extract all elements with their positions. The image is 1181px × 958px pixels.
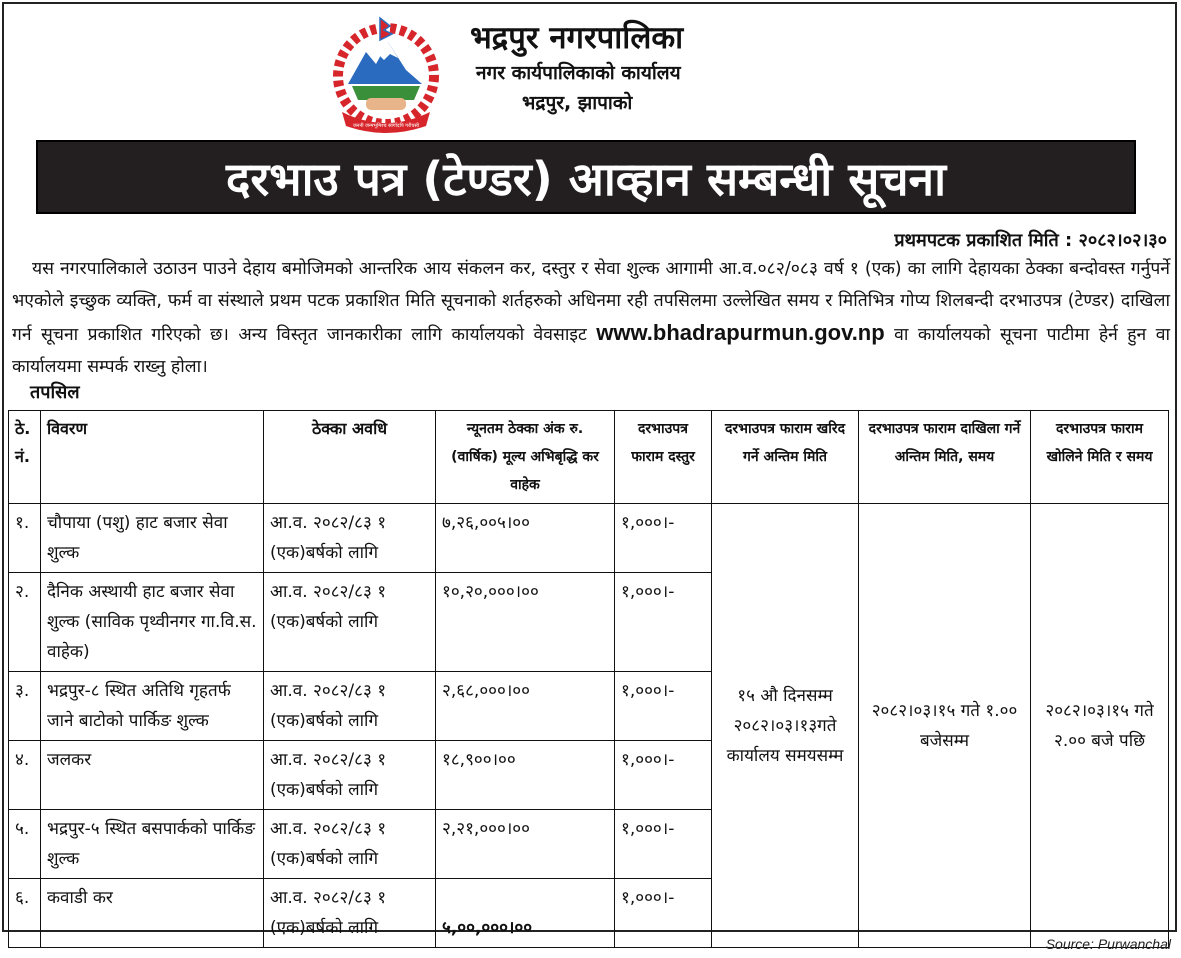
municipality-name: भद्रपुर नगरपालिका bbox=[470, 20, 684, 56]
office-header bbox=[470, 18, 790, 118]
row-desc: भद्रपुर-५ स्थित बसपार्कको पार्किङ शुल्क bbox=[41, 810, 264, 879]
header-period: ठेक्का अवधि bbox=[264, 411, 436, 504]
header-open-date: दरभाउपत्र फाराम खोलिने मिति र समय bbox=[1031, 411, 1169, 504]
row-desc: कवाडी कर bbox=[41, 879, 264, 948]
row-sn: ६. bbox=[9, 879, 41, 948]
row-sn: ५. bbox=[9, 810, 41, 879]
row-fee: १,०००।- bbox=[615, 672, 712, 741]
row-desc: दैनिक अस्थायी हाट बजार सेवा शुल्क (साविक पृथ्वीनगर गा.वि.स. वाहेक) bbox=[41, 573, 264, 672]
open-date-cell: २०८२।०३।१५ गते २.०० बजे पछि bbox=[1031, 504, 1169, 948]
office-name: नगर कार्यपालिकाको कार्यालय bbox=[476, 62, 681, 84]
table-header-row bbox=[9, 411, 1169, 504]
header-purchase-deadline: दरभाउपत्र फाराम खरिद गर्ने अन्तिम मिति bbox=[712, 411, 859, 504]
row-amount: २,६८,०००।०० bbox=[436, 672, 615, 741]
header-sn: ठे. नं. bbox=[9, 411, 41, 504]
purchase-deadline-cell: १५ औ दिनसम्म २०८२।०३।१३गते कार्यालय समयसम्म bbox=[712, 504, 859, 948]
row-period: आ.व. २०८२/८३ १ (एक)बर्षको लागि bbox=[264, 810, 436, 879]
row-desc: भद्रपुर-८ स्थित अतिथि गृहतर्फ जाने बाटोको पार्किङ शुल्क bbox=[41, 672, 264, 741]
row-amount: १०,२०,०००।०० bbox=[436, 573, 615, 672]
row-amount: १८,९००।०० bbox=[436, 741, 615, 810]
website-link[interactable]: www.bhadrapurmun.gov.np bbox=[596, 320, 885, 345]
header-min-amount: न्यूनतम ठेक्का अंक रु. (वार्षिक) मूल्य अभिबृद्धि कर वाहेक bbox=[436, 411, 615, 504]
svg-text:जननी जन्मभूमिश्च स्वर्गादपि गर: जननी जन्मभूमिश्च स्वर्गादपि गरीयसी bbox=[352, 123, 420, 129]
published-date-value: २०८२।०२।३० bbox=[1078, 230, 1167, 251]
row-amount: ५,००,०००।०० bbox=[436, 879, 615, 948]
row-period: आ.व. २०८२/८३ १ (एक)बर्षको लागि bbox=[264, 573, 436, 672]
published-date-label: प्रथमपटक प्रकाशित मिति : bbox=[894, 230, 1073, 251]
row-desc: जलकर bbox=[41, 741, 264, 810]
row-desc: चौपाया (पशु) हाट बजार सेवा शुल्क bbox=[41, 504, 264, 573]
row-amount: ७,२६,००५।०० bbox=[436, 504, 615, 573]
header-desc: विवरण bbox=[41, 411, 264, 504]
row-fee: १,०००।- bbox=[615, 879, 712, 948]
tapsil-heading: तपसिल bbox=[30, 382, 80, 403]
row-sn: ३. bbox=[9, 672, 41, 741]
row-sn: १. bbox=[9, 504, 41, 573]
row-fee: १,०००।- bbox=[615, 504, 712, 573]
row-amount: २,२१,०००।०० bbox=[436, 810, 615, 879]
office-location: भद्रपुर, झापाको bbox=[522, 92, 633, 114]
table-row bbox=[9, 504, 1169, 573]
published-date bbox=[894, 228, 1167, 252]
row-period: आ.व. २०८२/८३ १ (एक)बर्षको लागि bbox=[264, 741, 436, 810]
nepal-emblem-icon bbox=[318, 14, 454, 136]
submit-deadline-cell: २०८२।०३।१५ गते १.०० बजेसम्म bbox=[859, 504, 1031, 948]
header-submit-deadline: दरभाउपत्र फाराम दाखिला गर्ने अन्तिम मिति, समय bbox=[859, 411, 1031, 504]
row-period: आ.व. २०८२/८३ १ (एक)बर्षको लागि bbox=[264, 879, 436, 948]
row-period: आ.व. २०८२/८३ १ (एक)बर्षको लागि bbox=[264, 504, 436, 573]
tender-table bbox=[8, 410, 1169, 948]
header-form-fee: दरभाउपत्र फाराम दस्तुर bbox=[615, 411, 712, 504]
intro-text: यस नगरपालिकाले उठाउन पाउने देहाय बमोजिमको आन्तरिक आय संकलन कर, दस्तुर र सेवा शुल्क आगामी आ.व.०८२/०८३ वर्ष १ (एक) का लागि देहायका ठेक्का बन्दोवस्त गर्नुपर्ने भएकोले इच्छुक व्यक्ति, फर्म वा संस्थाले प्रथम पटक प्रकाशित मिति सूचनाको शर्तहरुको अधिनमा रही तपसिलमा उल्लेखित समय र मितिभित्र गोप्य शिलबन्दी दरभाउपत्र (टेण्डर) दाखिला गर्न सूचना प्रकाशित गरिएको छ। अन्य विस्तृत जानकारीका लागि कार्यालयको वेवसाइट bbox=[12, 259, 1170, 345]
notice-title-banner: दरभाउ पत्र (टेण्डर) आव्हान सम्बन्धी सूचना bbox=[36, 140, 1136, 214]
row-fee: १,०००।- bbox=[615, 741, 712, 810]
row-fee: १,०००।- bbox=[615, 810, 712, 879]
intro-paragraph bbox=[12, 254, 1170, 383]
row-fee: १,०००।- bbox=[615, 573, 712, 672]
source-credit: Source: Purwanchal bbox=[1045, 936, 1171, 952]
row-sn: ४. bbox=[9, 741, 41, 810]
row-period: आ.व. २०८२/८३ १ (एक)बर्षको लागि bbox=[264, 672, 436, 741]
row-sn: २. bbox=[9, 573, 41, 672]
intro-text-end: वा कार्यालयको सूचना पाटीमा हेर्न हुन वा कार्यालयमा सम्पर्क राख्नु होला। bbox=[12, 325, 1170, 377]
